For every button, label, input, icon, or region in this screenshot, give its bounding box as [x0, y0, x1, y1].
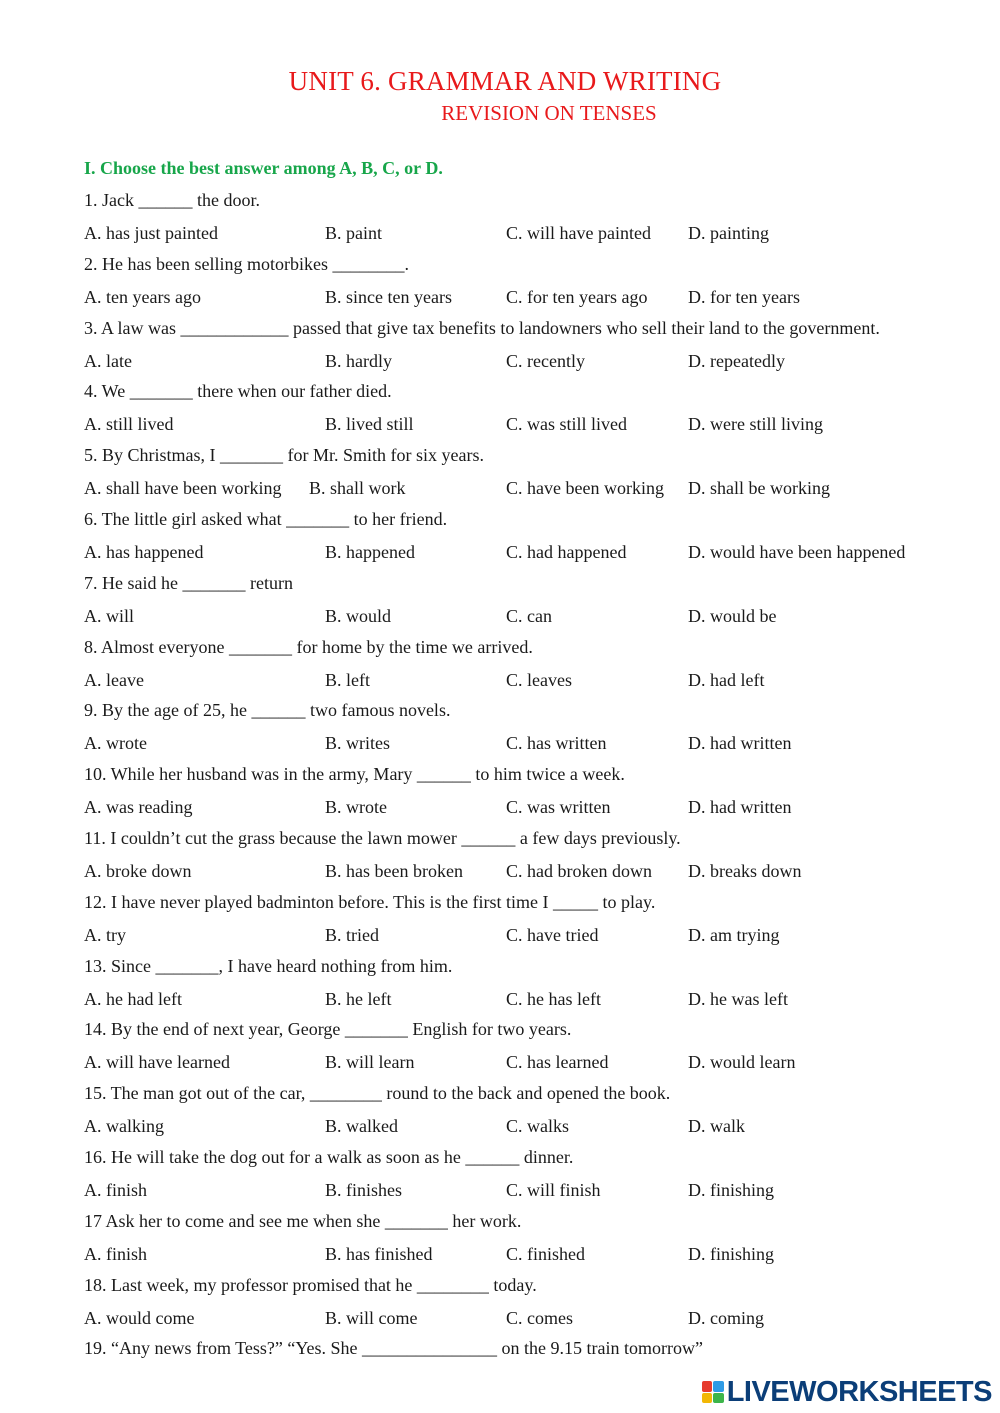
answer-option-d[interactable]: D. had left	[688, 669, 765, 690]
answer-option-c[interactable]: C. has written	[506, 733, 607, 754]
answer-option-d[interactable]: D. coming	[688, 1307, 764, 1328]
logo-square	[702, 1381, 713, 1392]
answer-option-a[interactable]: A. still lived	[84, 414, 174, 435]
answer-option-b[interactable]: B. lived still	[325, 414, 414, 435]
answer-option-d[interactable]: D. repeatedly	[688, 350, 785, 371]
logo-text: LIVEWORKSHEETS	[726, 1375, 992, 1408]
answer-option-b[interactable]: B. left	[325, 669, 370, 690]
answer-option-b[interactable]: B. has finished	[325, 1243, 433, 1264]
answer-option-c[interactable]: C. has learned	[506, 1052, 609, 1073]
answer-option-b[interactable]: B. writes	[325, 733, 390, 754]
answer-option-c[interactable]: C. leaves	[506, 669, 572, 690]
answer-option-a[interactable]: A. broke down	[84, 861, 192, 881]
page-title: UNIT 6. GRAMMAR AND WRITING	[288, 66, 722, 96]
question-text: 3. A law was ____________ passed that give tax benefits to landowners who sell their land to the government.	[84, 317, 880, 338]
answer-option-a[interactable]: A. finish	[84, 1243, 147, 1264]
answer-option-a[interactable]: A. has happened	[84, 542, 204, 562]
answer-option-a[interactable]: A. leave	[84, 669, 144, 690]
answer-option-a[interactable]: A. try	[84, 924, 126, 945]
question-text: 13. Since _______, I have heard nothing from him.	[84, 955, 453, 976]
answer-option-b[interactable]: B. happened	[325, 542, 415, 562]
answer-option-b[interactable]: B. will learn	[325, 1052, 415, 1073]
question-text: 12. I have never played badminton before. This is the first time I _____ to play.	[84, 891, 656, 912]
question-text: 14. By the end of next year, George _______ English for two years.	[84, 1019, 572, 1040]
answer-option-b[interactable]: B. he left	[325, 988, 392, 1009]
answer-option-c[interactable]: C. he has left	[506, 988, 601, 1009]
logo-square	[702, 1393, 713, 1404]
answer-option-b[interactable]: B. finishes	[325, 1180, 403, 1200]
question-text: 1. Jack ______ the door.	[84, 190, 260, 210]
answer-option-c[interactable]: C. have tried	[506, 924, 599, 945]
question-text: 18. Last week, my professor promised that he ________ today.	[84, 1274, 537, 1295]
answer-option-c[interactable]: C. recently	[506, 350, 585, 371]
answer-option-a[interactable]: A. was reading	[84, 797, 193, 818]
question-text: 10. While her husband was in the army, Mary ______ to him twice a week.	[84, 764, 625, 785]
answer-option-b[interactable]: B. wrote	[325, 797, 387, 818]
answer-option-d[interactable]: D. finishing	[688, 1180, 775, 1200]
answer-option-a[interactable]: A. he had left	[84, 988, 182, 1009]
answer-option-c[interactable]: C. will finish	[506, 1180, 601, 1200]
answer-option-d[interactable]: D. for ten years	[688, 286, 800, 307]
answer-option-a[interactable]: A. has just painted	[84, 223, 218, 243]
section-heading: I. Choose the best answer among A, B, C, or D.	[84, 158, 443, 178]
question-text: 2. He has been selling motorbikes ________.	[84, 253, 409, 274]
answer-option-b[interactable]: B. hardly	[325, 350, 392, 371]
answer-option-a[interactable]: A. finish	[84, 1180, 147, 1200]
question-text: 8. Almost everyone _______ for home by the time we arrived.	[84, 636, 533, 657]
answer-option-a[interactable]: A. late	[84, 350, 132, 371]
question-text: 4. We _______ there when our father died.	[84, 381, 392, 402]
answer-option-d[interactable]: D. had written	[688, 797, 792, 818]
answer-option-c[interactable]: C. can	[506, 605, 552, 626]
answer-option-b[interactable]: B. since ten years	[325, 286, 452, 307]
page-subtitle: REVISION ON TENSES	[441, 101, 657, 125]
answer-option-c[interactable]: C. finished	[506, 1243, 585, 1264]
answer-option-b[interactable]: B. paint	[325, 223, 382, 243]
answer-option-c[interactable]: C. was still lived	[506, 414, 627, 435]
logo-mark-icon	[702, 1381, 724, 1403]
answer-option-c[interactable]: C. was written	[506, 797, 611, 818]
answer-option-a[interactable]: A. wrote	[84, 733, 147, 754]
answer-option-a[interactable]: A. ten years ago	[84, 286, 201, 307]
answer-option-c[interactable]: C. comes	[506, 1307, 573, 1328]
answer-option-d[interactable]: D. walk	[688, 1116, 745, 1137]
question-text: 5. By Christmas, I _______ for Mr. Smith for six years.	[84, 445, 484, 466]
logo-square	[713, 1381, 724, 1392]
answer-option-b[interactable]: B. has been broken	[325, 861, 463, 881]
answer-option-d[interactable]: D. shall be working	[688, 478, 830, 499]
answer-option-d[interactable]: D. would have been happened	[688, 542, 906, 562]
question-text: 7. He said he _______ return	[84, 572, 293, 593]
answer-option-d[interactable]: D. am trying	[688, 924, 780, 945]
answer-option-d[interactable]: D. he was left	[688, 988, 788, 1009]
answer-option-c[interactable]: C. have been working	[506, 478, 664, 499]
answer-option-c[interactable]: C. had broken down	[506, 861, 652, 881]
liveworksheets-logo[interactable]	[702, 1376, 992, 1408]
question-text: 6. The little girl asked what _______ to her friend.	[84, 509, 448, 529]
question-text: 9. By the age of 25, he ______ two famous novels.	[84, 700, 451, 721]
answer-option-a[interactable]: A. would come	[84, 1307, 195, 1328]
answer-option-d[interactable]: D. would learn	[688, 1052, 796, 1073]
logo-square	[713, 1393, 724, 1404]
answer-option-a[interactable]: A. shall have been working	[84, 478, 282, 499]
answer-option-d[interactable]: D. would be	[688, 605, 777, 626]
answer-option-d[interactable]: D. breaks down	[688, 861, 802, 881]
question-text: 11. I couldn’t cut the grass because the lawn mower ______ a few days previously.	[84, 828, 681, 848]
question-text: 15. The man got out of the car, ________ round to the back and opened the book.	[84, 1083, 671, 1104]
answer-option-d[interactable]: D. had written	[688, 733, 792, 754]
answer-option-c[interactable]: C. had happened	[506, 542, 627, 562]
answer-option-c[interactable]: C. walks	[506, 1116, 569, 1137]
question-text: 16. He will take the dog out for a walk as soon as he ______ dinner.	[84, 1147, 574, 1167]
answer-option-c[interactable]: C. will have painted	[506, 223, 651, 243]
answer-option-c[interactable]: C. for ten years ago	[506, 286, 648, 307]
answer-option-a[interactable]: A. will	[84, 605, 135, 626]
answer-option-b[interactable]: B. walked	[325, 1116, 398, 1137]
question-text: 17 Ask her to come and see me when she _______ her work.	[84, 1210, 522, 1231]
answer-option-b[interactable]: B. shall work	[309, 478, 406, 499]
answer-option-b[interactable]: B. will come	[325, 1307, 418, 1328]
answer-option-b[interactable]: B. tried	[325, 924, 379, 945]
answer-option-a[interactable]: A. will have learned	[84, 1052, 230, 1073]
answer-option-d[interactable]: D. painting	[688, 223, 769, 243]
answer-option-a[interactable]: A. walking	[84, 1116, 164, 1137]
answer-option-d[interactable]: D. finishing	[688, 1243, 775, 1264]
answer-option-d[interactable]: D. were still living	[688, 414, 823, 435]
question-text: 19. “Any news from Tess?” “Yes. She _______________ on the 9.15 train tomorrow”	[84, 1338, 703, 1359]
answer-option-b[interactable]: B. would	[325, 605, 392, 626]
